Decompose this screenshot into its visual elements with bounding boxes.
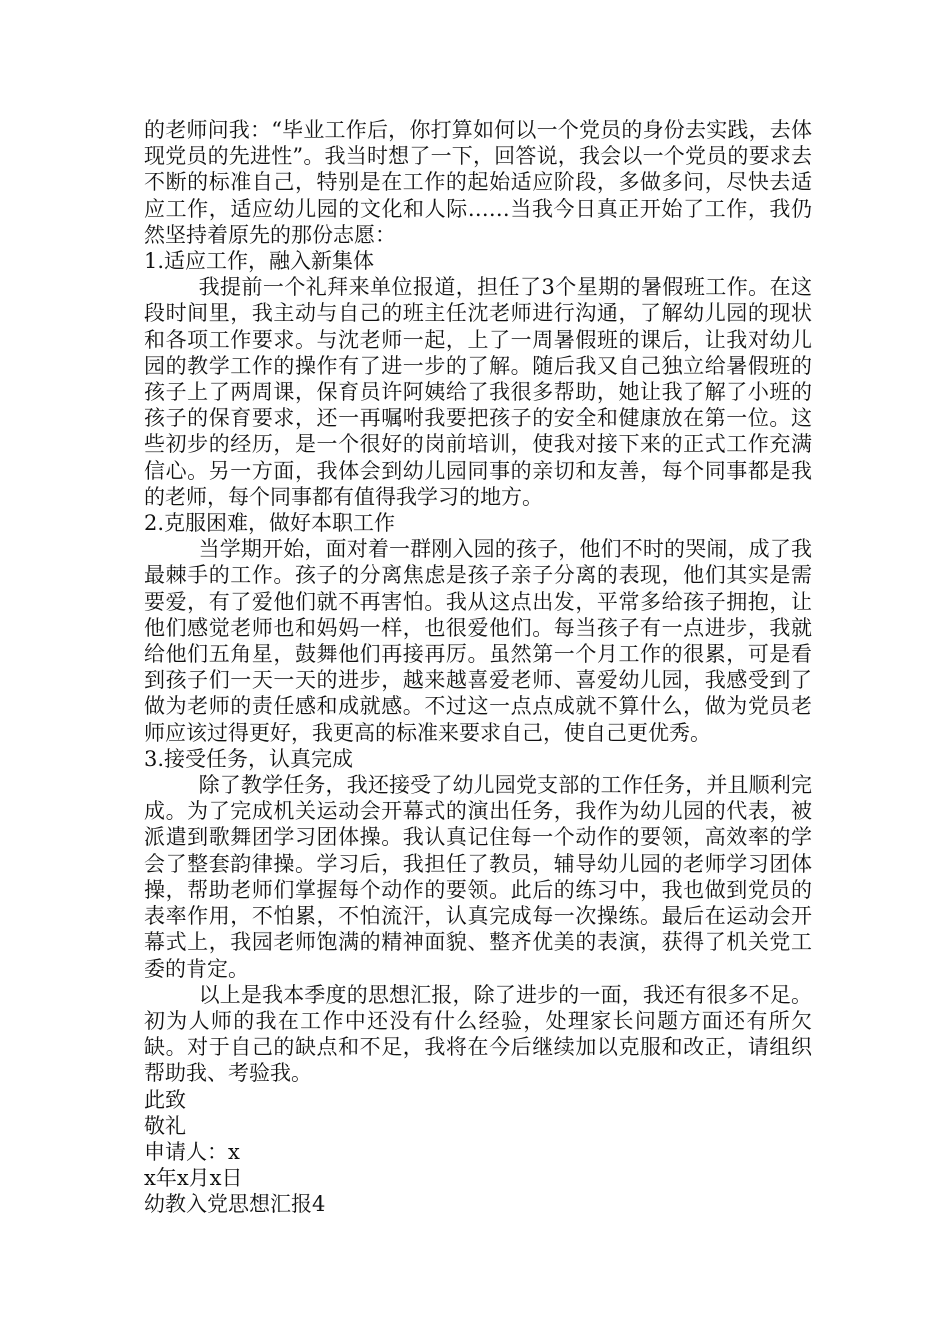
document-body (144, 117, 812, 1218)
closing-salutation: 此致 (144, 1087, 186, 1112)
next-report-title: 幼教入党思想汇报4 (144, 1192, 326, 1217)
section-heading-1: 1.适应工作，融入新集体 (144, 249, 375, 274)
closing-regards: 敬礼 (144, 1113, 186, 1138)
paragraph-section-2: 当学期开始，面对着一群刚入园的孩子，他们不时的哭闹，成了我最棘手的工作。孩子的分离焦虑是孩子亲子分离的表现，他们其实是需要爱，有了爱他们就不再害怕。我从这点出发，平常多给孩子拥抱，让他们感觉老师也和妈妈一样，也很爱他们。每当孩子有一点进步，我就给他们五角星，鼓舞他们再接再厉。虽然第一个月工作的很累，可是看到孩子们一天一天的进步，越来越喜爱老师、喜爱幼儿园，我感受到了做为老师的责任感和成就感。不过这一点点成就不算什么，做为党员老师应该过得更好，我更高的标准来要求自己，使自己更优秀。 (144, 537, 812, 745)
section-heading-2: 2.克服困难，做好本职工作 (144, 511, 396, 536)
date-line: x年x月x日 (144, 1166, 243, 1191)
paragraph-section-3: 除了教学任务，我还接受了幼儿园党支部的工作任务，并且顺利完成。为了完成机关运动会开幕式的演出任务，我作为幼儿园的代表，被派遣到歌舞团学习团体操。我认真记住每一个动作的要领，高效率的学会了整套韵律操。学习后，我担任了教员，辅导幼儿园的老师学习团体操，帮助老师们掌握每个动作的要领。此后的练习中，我也做到党员的表率作用，不怕累，不怕流汗，认真完成每一次操练。最后在运动会开幕式上，我园老师饱满的精神面貌、整齐优美的表演，获得了机关党工委的肯定。 (144, 773, 812, 981)
paragraph-summary: 以上是我本季度的思想汇报，除了进步的一面，我还有很多不足。初为人师的我在工作中还没有什么经验，处理家长问题方面还有所欠缺。对于自己的缺点和不足，我将在今后继续加以克服和改正，请组织帮助我、考验我。 (144, 982, 812, 1086)
section-heading-3: 3.接受任务，认真完成 (144, 746, 354, 771)
paragraph-section-1: 我提前一个礼拜来单位报道，担任了3个星期的暑假班工作。在这段时间里，我主动与自己的班主任沈老师进行沟通，了解幼儿园的现状和各项工作要求。与沈老师一起，上了一周暑假班的课后，让我对幼儿园的教学工作的操作有了进一步的了解。随后我又自己独立给暑假班的孩子上了两周课，保育员许阿姨给了我很多帮助，她让我了解了小班的孩子的保育要求，还一再嘱咐我要把孩子的安全和健康放在第一位。这些初步的经历，是一个很好的岗前培训，使我对接下来的正式工作充满信心。另一方面，我体会到幼儿园同事的亲切和友善，每个同事都是我的老师，每个同事都有值得我学习的地方。 (144, 275, 812, 509)
applicant-line: 申请人：x (144, 1139, 240, 1164)
paragraph-intro: 的老师问我：“毕业工作后，你打算如何以一个党员的身份去实践，去体现党员的先进性”。我当时想了一下，回答说，我会以一个党员的要求去不断的标准自己，特别是在工作的起始适应阶段，多做多问，尽快去适应工作，适应幼儿园的文化和人际……当我今日真正开始了工作，我仍然坚持着原先的那份志愿： (144, 118, 812, 247)
